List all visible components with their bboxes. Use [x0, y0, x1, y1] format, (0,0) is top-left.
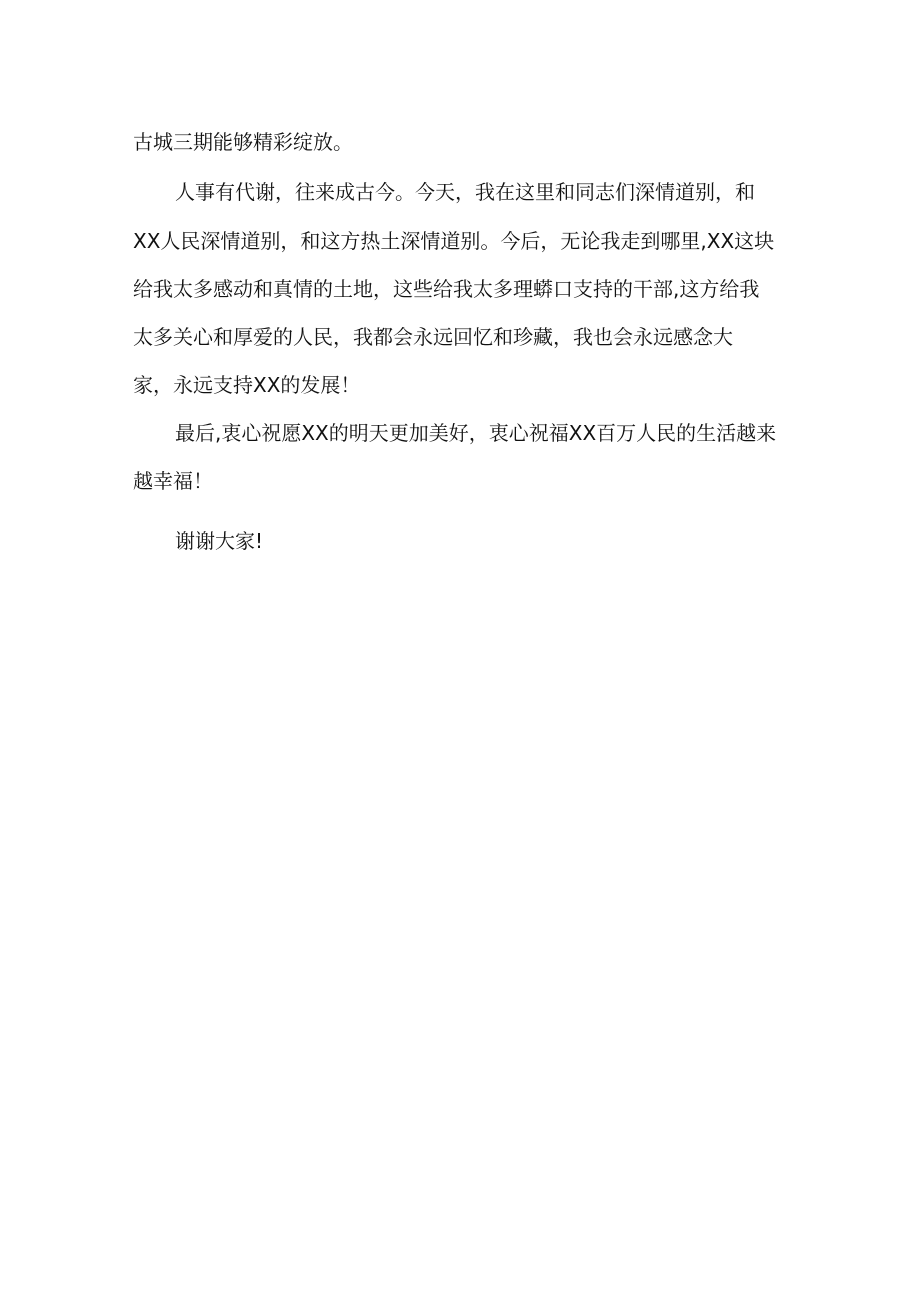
text-line: 越幸福！: [133, 469, 213, 493]
text-line: 古城三期能够精彩绽放。: [133, 130, 353, 154]
text-line: 最后,衷心祝愿XX的明天更加美好，衷心祝福XX百万人民的生活越来: [175, 421, 777, 445]
text-line: 人事有代谢，往来成古今。今天，我在这里和同志们深情道别，和: [175, 180, 755, 204]
text-line: XX人民深情道别，和这方热土深情道别。今后，无论我走到哪里,XX这块: [133, 229, 775, 253]
text-line: 太多关心和厚爱的人民，我都会永远回忆和珍藏，我也会永远感念大: [133, 325, 733, 349]
text-line: 家，永远支持XX的发展！: [133, 373, 361, 397]
text-line: 给我太多感动和真情的土地，这些给我太多理蟒口支持的干部,这方给我: [133, 277, 760, 301]
text-line: 谢谢大家!: [175, 529, 264, 553]
